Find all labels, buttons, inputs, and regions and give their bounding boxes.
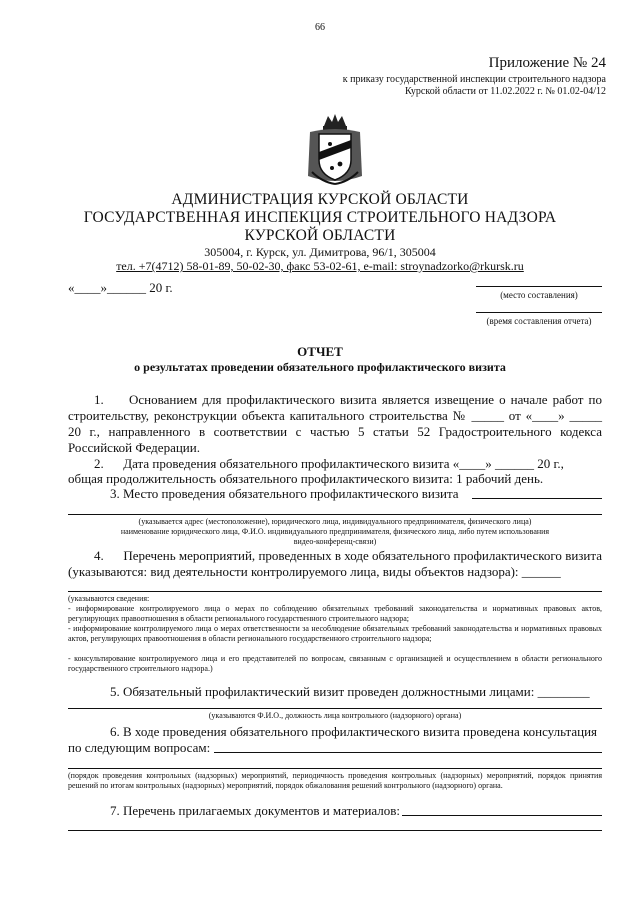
time-caption: (время составления отчета)	[486, 316, 592, 326]
page-number: 66	[315, 22, 325, 33]
item-6-blank-line	[68, 768, 602, 769]
item-3: 3. Место проведения обязательного профилактического визита	[110, 486, 459, 501]
date-line: «____»______ 20 г.	[68, 280, 173, 295]
appendix-title: Приложение № 24	[488, 55, 606, 71]
item-2-line-2: общая продолжительность обязательного профилактического визита: 1 рабочий день.	[68, 471, 544, 486]
item-1: 1. Основанием для профилактического визита является извещение о начале работ по строительству, реконструкции объекта капитального строительства № _____ от «____» _____ 20 г., направленного в соответствии с частью 5 статьи 52 Градостроительного кодекса Российской Федерации.	[68, 392, 602, 455]
item-6-note: (порядок проведения контрольных (надзорных) мероприятий, периодичность проведения контрольных (надзорных) мероприятий, порядок принятия решений по итогам контрольных (надзорных) мероприятий, порядок обжалования решений контрольного (надзорного) органа.	[68, 771, 602, 790]
header-org-line-1: АДМИНИСТРАЦИЯ КУРСКОЙ ОБЛАСТИ	[171, 191, 469, 208]
header-address: 305004, г. Курск, ул. Димитрова, 96/1, 305004	[204, 245, 436, 259]
item-3-note-3: видео-конференц-связи)	[293, 537, 377, 546]
item-4-blank-line	[68, 591, 602, 592]
appendix-line-2: Курской области от 11.02.2022 г. № 01.02-04/12	[405, 86, 606, 97]
item-7: 7. Перечень прилагаемых документов и материалов:	[110, 803, 401, 818]
item-6-underline	[214, 752, 602, 753]
header-contacts: тел. +7(4712) 58-01-89, 50-02-30, факс 53-02-61, e-mail: stroynadzorko@rkursk.ru	[116, 259, 524, 273]
item-6-line-2: по следующим вопросам:	[68, 740, 211, 755]
item-3-note-1: (указывается адрес (местоположение), юридического лица, индивидуального предпринимателя, физического лица)	[138, 517, 532, 526]
header-org-line-3: КУРСКОЙ ОБЛАСТИ	[244, 227, 396, 244]
place-caption: (место составления)	[500, 290, 578, 300]
item-4-note-c: - консультирование контролируемого лица и его представителей по вопросам, связанным с организацией и осуществлением в области регионального государственного строительного надзора.)	[68, 654, 602, 673]
item-5: 5. Обязательный профилактический визит проведен должностными лицами: ________	[110, 684, 590, 699]
item-7-blank-line	[68, 830, 602, 831]
item-5-note: (указываются Ф.И.О., должность лица контрольного (надзорного) органа)	[208, 711, 462, 720]
header-org-line-2: ГОСУДАРСТВЕННАЯ ИНСПЕКЦИЯ СТРОИТЕЛЬНОГО НАДЗОРА	[83, 209, 557, 226]
item-6-line-1: 6. В ходе проведения обязательного профилактического визита проведена консультация	[110, 724, 598, 739]
item-5-blank-line	[68, 708, 602, 709]
place-underline	[476, 286, 602, 287]
item-3-blank-line	[68, 514, 602, 515]
item-4-note-a: - информирование контролируемого лица о мерах по соблюдению обязательных требований законодательства и нормативных правовых актов, регулирующих правоотношения в области регионального государственного строительного надзора;	[68, 604, 602, 623]
item-3-underline	[472, 498, 602, 499]
item-4-note-b: - информирование контролируемого лица о мерах ответственности за несоблюдение обязательных требований законодательства и нормативных правовых актов, регулирующих правоотношения в области регионального государственного строительного надзора;	[68, 624, 602, 643]
item-2-line-1: 2. Дата проведения обязательного профилактического визита «____» ______ 20 г.,	[94, 456, 564, 471]
report-title: ОТЧЕТ	[297, 344, 343, 359]
item-4-note-title: (указываются сведения:	[68, 594, 150, 603]
time-underline	[476, 312, 602, 313]
item-3-note-2: наименование юридического лица, Ф.И.О. индивидуального предпринимателя, физического лица, либо путем использования	[120, 527, 550, 536]
appendix-line-1: к приказу государственной инспекции строительного надзора	[342, 74, 606, 85]
report-subtitle: о результатах проведении обязательного профилактического визита	[134, 360, 506, 374]
item-4: 4. Перечень мероприятий, проведенных в ходе обязательного профилактического визита (указываются: вид деятельности контролируемого лица, виды объектов надзора): ______	[68, 548, 602, 579]
coat-of-arms-emblem	[304, 112, 366, 186]
item-7-underline	[402, 815, 602, 816]
